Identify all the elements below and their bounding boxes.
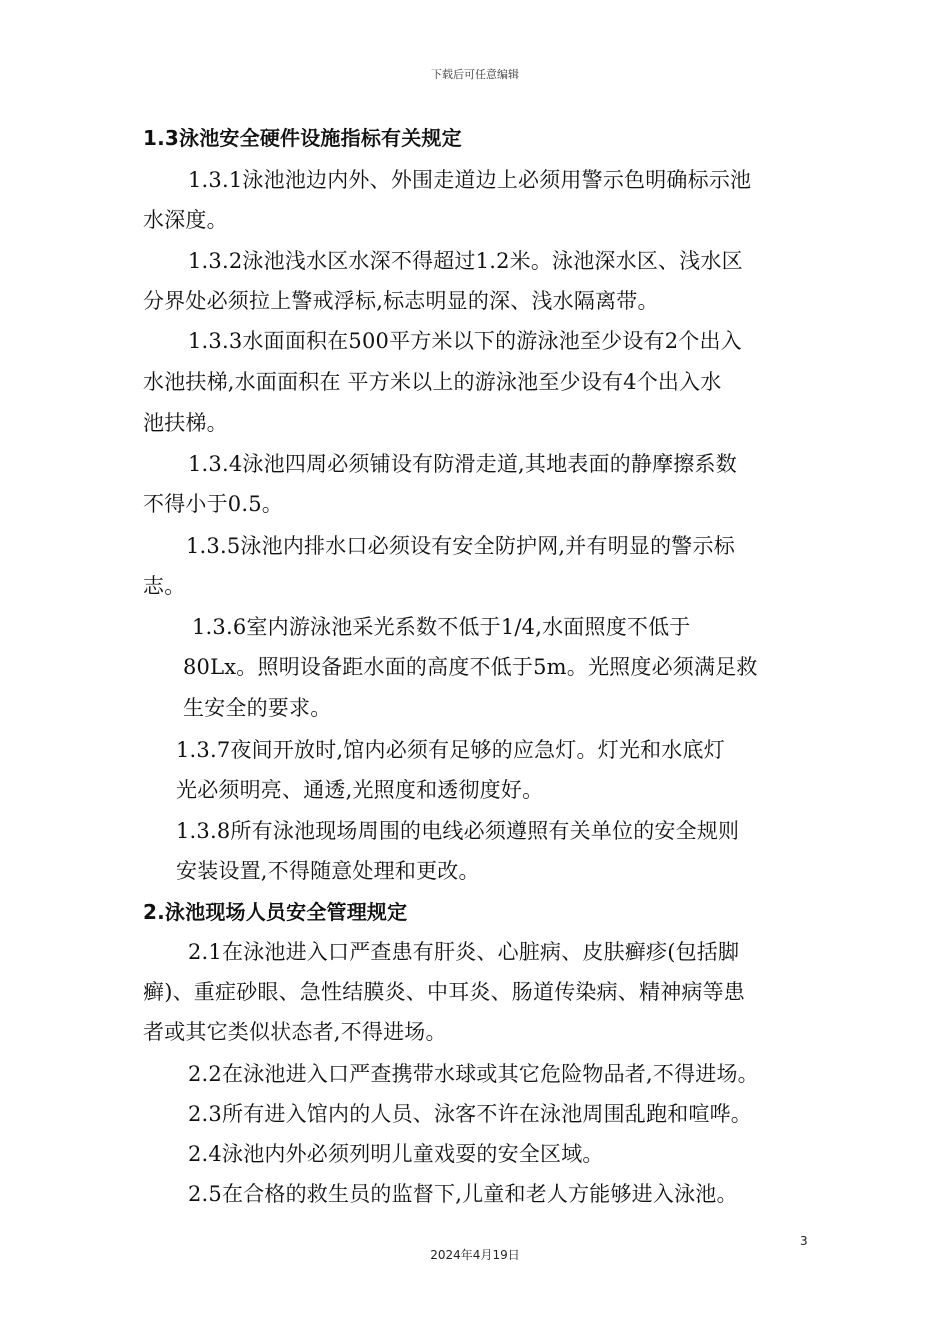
- page-number: 3: [800, 1234, 808, 1248]
- section-heading-2: 2.泳池现场人员安全管理规定: [143, 900, 408, 924]
- paragraph-2-3: 2.3所有进入馆内的人员、泳客不许在泳池周围乱跑和喧哗。: [188, 1102, 752, 1126]
- paragraph-2-5: 2.5在合格的救生员的监督下,儿童和老人方能够进入泳池。: [188, 1182, 738, 1206]
- paragraph-1-3-2-line-1: 1.3.2泳池浅水区水深不得超过1.2米。泳池深水区、浅水区: [188, 249, 743, 273]
- paragraph-2-1-line-2: 癣)、重症砂眼、急性结膜炎、中耳炎、肠道传染病、精神病等患: [143, 980, 745, 1004]
- section-heading-1-3: 1.3泳池安全硬件设施指标有关规定: [143, 126, 462, 150]
- paragraph-1-3-8-line-2: 安装设置,不得随意处理和更改。: [176, 859, 480, 883]
- paragraph-1-3-1-line-1: 1.3.1泳池池边内外、外围走道边上必须用警示色明确标示池: [188, 168, 752, 192]
- paragraph-1-3-1-line-2: 水深度。: [143, 208, 228, 232]
- paragraph-2-1-line-1: 2.1在泳池进入口严查患有肝炎、心脏病、皮肤癣疹(包括脚: [188, 940, 740, 964]
- paragraph-1-3-7-line-2: 光必须明亮、通透,光照度和透彻度好。: [176, 778, 544, 802]
- paragraph-1-3-6-line-1: 1.3.6室内游泳池采光系数不低于1/4,水面照度不低于: [192, 615, 691, 639]
- footer-date: 2024年4月19日: [430, 1248, 520, 1262]
- paragraph-1-3-6-line-2: 80Lx。照明设备距水面的高度不低于5m。光照度必须满足救: [183, 655, 758, 679]
- paragraph-2-2: 2.2在泳池进入口严查携带水球或其它危险物品者,不得进场。: [188, 1062, 759, 1086]
- paragraph-2-4: 2.4泳池内外必须列明儿童戏耍的安全区域。: [188, 1142, 604, 1166]
- paragraph-1-3-7-line-1: 1.3.7夜间开放时,馆内必须有足够的应急灯。灯光和水底灯: [176, 738, 725, 762]
- paragraph-1-3-4-line-2: 不得小于0.5。: [143, 492, 283, 516]
- paragraph-1-3-5-line-1: 1.3.5泳池内排水口必须设有安全防护网,并有明显的警示标: [186, 534, 735, 558]
- paragraph-2-1-line-3: 者或其它类似状态者,不得进场。: [143, 1020, 447, 1044]
- paragraph-1-3-3-line-2: 水池扶梯,水面面积在 平方米以上的游泳池至少设有4个出入水: [143, 370, 722, 394]
- paragraph-1-3-3-line-3: 池扶梯。: [143, 411, 228, 435]
- paragraph-1-3-4-line-1: 1.3.4泳池四周必须铺设有防滑走道,其地表面的静摩擦系数: [188, 452, 737, 476]
- paragraph-1-3-2-line-2: 分界处必须拉上警戒浮标,标志明显的深、浅水隔离带。: [143, 289, 659, 313]
- page-header: 下载后可任意编辑: [431, 68, 519, 81]
- paragraph-1-3-8-line-1: 1.3.8所有泳池现场周围的电线必须遵照有关单位的安全规则: [176, 819, 740, 843]
- paragraph-1-3-5-line-2: 志。: [143, 574, 186, 598]
- paragraph-1-3-3-line-1: 1.3.3水面面积在500平方米以下的游泳池至少设有2个出入: [188, 329, 742, 353]
- paragraph-1-3-6-line-3: 生安全的要求。: [183, 696, 332, 720]
